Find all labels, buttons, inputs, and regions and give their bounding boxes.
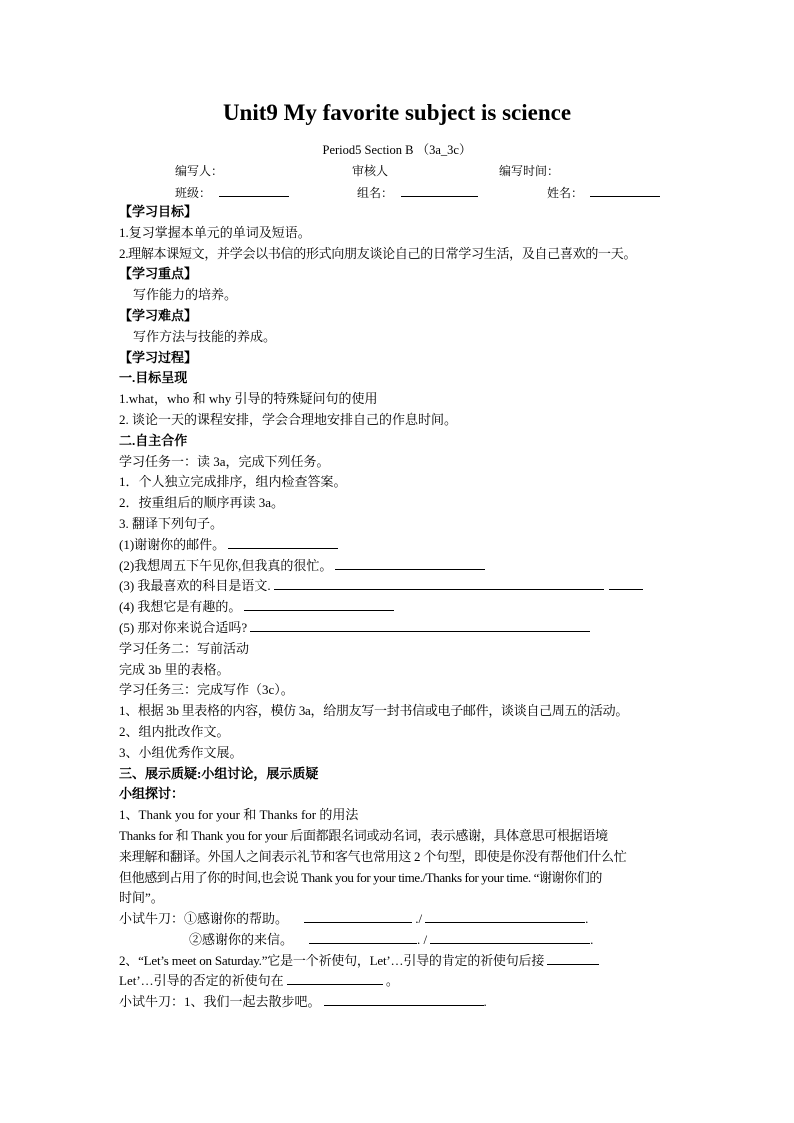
text-line: 时间”。 [119, 890, 164, 906]
text-line: Thanks for 和 Thank you for your 后面都跟名词或动名词，表示感谢，具体意思可根据语境 [119, 827, 608, 843]
text-line: 完成 3b 里的表格。 [119, 661, 230, 677]
text-line: 2、组内批改作文。 [119, 723, 230, 739]
answer-blank[interactable] [335, 557, 485, 570]
answer-blank[interactable] [309, 931, 417, 944]
translate-item-5: (5) 那对你来说合适吗? [119, 619, 248, 635]
practice-item-1: 小试牛刀：①感谢你的帮助。 [119, 911, 289, 927]
group-label: 组名： [357, 186, 394, 200]
name-label: 姓名： [547, 186, 584, 200]
section-heading: 一.目标呈现 [119, 370, 188, 386]
text-line: 。 [385, 973, 399, 989]
date-label: 编写时间： [499, 164, 560, 178]
section-heading: 【学习过程】 [119, 349, 198, 365]
text-line: 来理解和翻译。外国人之间表示礼节和客气也常用这 2 个句型，即使是你没有帮他们什么忙 [119, 848, 627, 864]
text-line: 2．按重组后的顺序再读 3a。 [119, 495, 285, 511]
answer-blank[interactable] [425, 910, 585, 923]
section-heading: 小组探讨： [119, 786, 185, 802]
answer-blank[interactable] [228, 536, 338, 549]
class-blank[interactable] [219, 183, 289, 197]
section-heading: 【学习难点】 [119, 307, 198, 323]
section-heading: 【学习重点】 [119, 266, 198, 282]
group-blank[interactable] [401, 183, 478, 197]
name-blank[interactable] [590, 183, 660, 197]
translate-item-4: (4) 我想它是有趣的。 [119, 599, 242, 615]
answer-blank[interactable] [547, 952, 599, 965]
writer-label: 编写人： [175, 164, 224, 178]
answer-blank[interactable] [244, 598, 394, 611]
page-subtitle: Period5 Section B （3a_3c） [322, 143, 472, 157]
text-line: 2、“Let’s meet on Saturday.”它是一个祈使句，Let’…引导的肯定的祈使句后接 [119, 952, 545, 968]
answer-blank[interactable] [250, 619, 590, 632]
text-line: 学习任务三：完成写作（3c）。 [119, 682, 294, 698]
text-line: 3. 翻译下列句子。 [119, 515, 224, 531]
text-line: 2.理解本课短文，并学会以书信的形式向朋友谈论自己的日常学习生活，及自己喜欢的一天。 [119, 245, 637, 261]
text-line: 写作方法与技能的养成。 [133, 328, 277, 344]
translate-item-1: (1)谢谢你的邮件。 [119, 536, 226, 552]
text-line: 1.复习掌握本单元的单词及短语。 [119, 224, 311, 240]
translate-item-3: (3) 我最喜欢的科目是语文. [119, 578, 271, 594]
reviewer-label: 审核人 [352, 164, 389, 178]
answer-blank[interactable] [430, 931, 590, 944]
page-title: Unit9 My favorite subject is science [222, 100, 572, 125]
class-label: 班级： [175, 186, 212, 200]
text-line: 1、根据 3b 里表格的内容，模仿 3a，给朋友写一封书信或电子邮件，谈谈自己周五的活动。 [119, 703, 629, 719]
answer-blank[interactable] [304, 910, 412, 923]
text-line: 但他感到占用了你的时间,也会说 Thank you for your time./Thanks for your time. “谢谢你们的 [119, 869, 602, 885]
answer-blank[interactable] [324, 993, 484, 1006]
text-line: 写作能力的培养。 [133, 287, 238, 303]
worksheet-body: 【学习目标】 1.复习掌握本单元的单词及短语。 2.理解本课短文，并学会以书信的形式向朋友谈论自己的日常学习生活，及自己喜欢的一天。 【学习重点】 写作能力的培养。 【学习难点】 写作方法与技能的养成。 【学习过程】 一.目标呈现 1.what，who 和 why 引导的特殊疑问句的使用 2. 谈论一天的课程安排，学会合理地安排自己的作息时间。 二.自主合作 学习任务一：读 3a，完成下列任务。 1．个人独立完成排序，组内检查答案。 2．按重组后的顺序再读 3a。 3. 翻译下列句子。 (1)谢谢你的邮件。 (2)我想周五下午见你,但我真的很忙。 (3) 我最喜欢的科目是语文. (4) 我想它是有趣的。 (5) 那对你来说合适吗? 学习任务二：写前活动 完成 3b 里的表格。 学习任务三：完成写作（3c）。 1、根据 3b 里表格的内容，模仿 3a，给朋友写一封书信或电子邮件，谈谈自己周五的活动。 2、组内批改作文。 3、小组优秀作文展。 三、展示质疑:小组讨论，展示质疑 小组探讨： 1、Thank you for your 和 Thanks for 的用法 Thanks for 和 Thank you for your 后面都跟名词或动名词，表示感谢，具体意思可根据语境 来理解和翻译。外国人之间表示礼节和客气也常用这 2 个句型，即使是你没有帮他们什么忙 但他感到占用了你的时间,也会说 Thank you for your time./Thanks for your time. “谢谢你们的 时间”。 小试牛刀：①感谢你的帮助。 ./ . ②感谢你的来信。 . / . 2、“Let’s meet on Saturday.”它是一个祈使句，Let’…引导的肯定的祈使句后接 Let’…引导的否定的祈使句在 。 小试牛刀：1、我们一起去散步吧。 . [119, 202, 684, 1013]
text-line: 2. 谈论一天的课程安排，学会合理地安排自己的作息时间。 [119, 411, 458, 427]
text-line: 学习任务二：写前活动 [119, 640, 250, 656]
text-line: 1.what，who 和 why 引导的特殊疑问句的使用 [119, 391, 378, 407]
section-heading: 三、展示质疑:小组讨论，展示质疑 [119, 765, 319, 781]
text-line: 学习任务一：读 3a，完成下列任务。 [119, 453, 330, 469]
answer-blank[interactable] [274, 577, 604, 590]
answer-blank[interactable] [287, 972, 383, 985]
section-heading: 二.自主合作 [119, 432, 188, 448]
translate-item-2: (2)我想周五下午见你,但我真的很忙。 [119, 557, 333, 573]
answer-blank[interactable] [609, 577, 643, 590]
text-line: 3、小组优秀作文展。 [119, 744, 243, 760]
practice-item-2: ②感谢你的来信。 [189, 931, 294, 947]
practice-item-3: 小试牛刀：1、我们一起去散步吧。 [119, 994, 321, 1010]
text-line: 1、Thank you for your 和 Thanks for 的用法 [119, 807, 359, 823]
text-line: Let’…引导的否定的祈使句在 [119, 973, 284, 989]
text-line: 1．个人独立完成排序，组内检查答案。 [119, 474, 347, 490]
section-heading: 【学习目标】 [119, 204, 198, 219]
